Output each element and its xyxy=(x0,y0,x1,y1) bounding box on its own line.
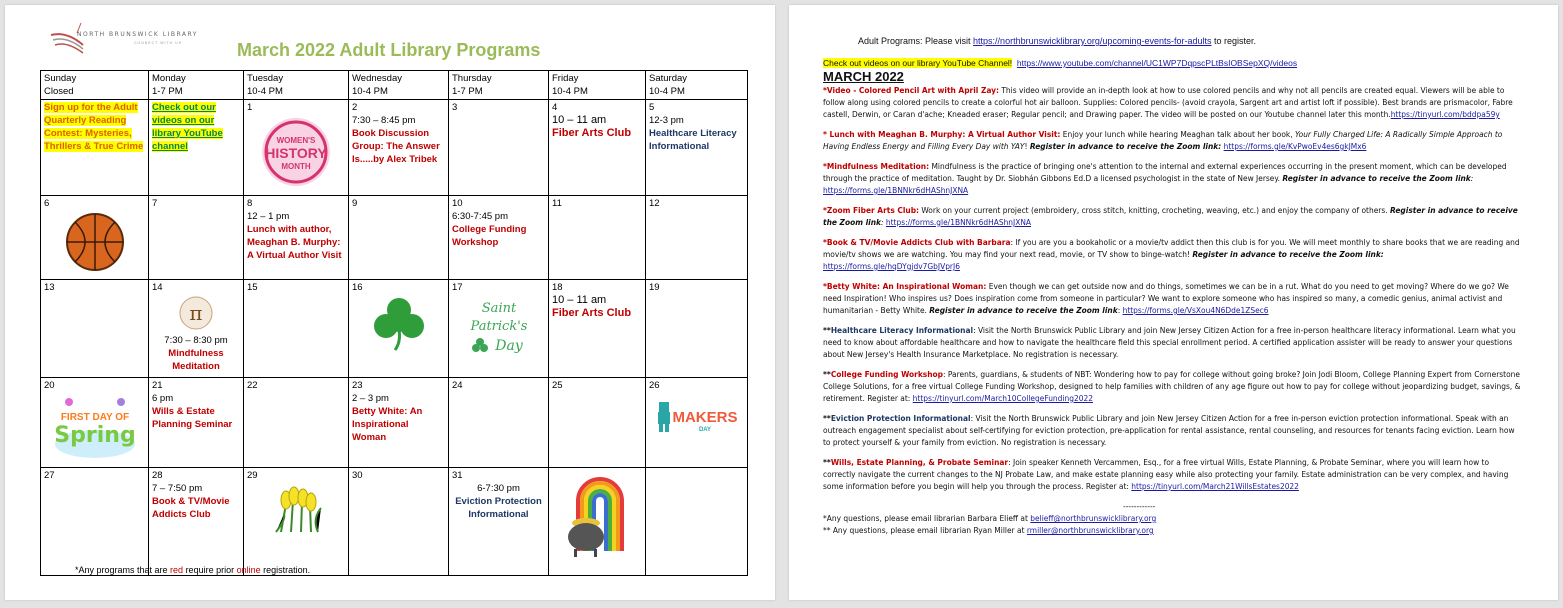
weekday-hours: Closed xyxy=(44,86,74,97)
registration-link[interactable]: https://tinyurl.com/bddpa59y xyxy=(1390,109,1500,119)
description-text: Register in advance to receive the Zoom link: xyxy=(1029,141,1222,151)
day-number: 12 xyxy=(649,198,660,209)
calendar-day-5 xyxy=(646,100,748,196)
svg-text:MAKERS: MAKERS xyxy=(671,409,738,426)
calendar-week xyxy=(41,280,748,378)
day-number: 4 xyxy=(552,102,558,113)
calendar-cell xyxy=(646,468,748,576)
event-title: Fiber Arts Club xyxy=(552,307,632,319)
weekday-name: Wednesday xyxy=(352,73,402,84)
header-wednesday xyxy=(349,71,449,100)
calendar-cell xyxy=(549,468,646,576)
library-logo xyxy=(49,19,199,59)
day-number: 6 xyxy=(44,198,50,209)
description-text: Register in advance to receive the Zoom link: xyxy=(1192,249,1384,259)
day-number: 19 xyxy=(649,282,660,293)
title-prefix: ** xyxy=(823,325,831,335)
program-description xyxy=(823,280,1523,316)
calendar-day-25 xyxy=(549,378,646,468)
calendar-week xyxy=(41,468,748,576)
basketball-icon xyxy=(44,212,145,276)
header-thursday xyxy=(449,71,549,100)
calendar-day-26 xyxy=(646,378,748,468)
day-number: 17 xyxy=(452,282,463,293)
calendar-day-12 xyxy=(646,196,748,280)
footnote-text: require prior xyxy=(183,565,237,575)
calendar-day-8 xyxy=(244,196,349,280)
program-description xyxy=(823,160,1523,196)
title-prefix: ** xyxy=(823,457,831,467)
description-text: : xyxy=(1470,173,1474,183)
separator: ------------ xyxy=(1123,501,1156,511)
calendar-day-18 xyxy=(549,280,646,378)
calendar-day-22 xyxy=(244,378,349,468)
title-prefix: ** xyxy=(823,369,831,379)
program-description xyxy=(823,128,1523,152)
day-number: 23 xyxy=(352,380,363,391)
weekday-name: Tuesday xyxy=(247,73,284,84)
day-number: 3 xyxy=(452,102,458,113)
intro-line xyxy=(858,35,1523,47)
program-title: Wills, Estate Planning, & Probate Seminar xyxy=(830,457,1009,467)
calendar-day-20 xyxy=(41,378,149,468)
description-text: Work on your current project (embroidery, cross stitch, knitting, crocheting, weaving, etc.) and enjoy the company of others. xyxy=(919,205,1391,215)
event-title: Healthcare Literacy Informational xyxy=(649,128,737,152)
pi-icon xyxy=(152,296,240,334)
description-text: : Parents, guardians, & students of NBT: Wondering how to pay for college without going broke? Join Jodi Bloom, College Planning Expert from Cornerstone College Solutions, for a free virtual College Funding Workshop, designed to help families with children of any age figure out how to pay for college without jeopardizing budget, savings, & retirement. Register at: xyxy=(823,369,1521,403)
calendar-day-1 xyxy=(244,100,349,196)
calendar-day-2 xyxy=(349,100,449,196)
day-number: 31 xyxy=(452,470,463,481)
description-text: Register in advance to receive the Zoom link xyxy=(823,205,1518,227)
day-number: 29 xyxy=(247,470,258,481)
calendar-cell xyxy=(149,100,244,196)
promo-text: Sign up for the Adult Quarterly Reading Contest: Mysteries, Thrillers & True Crime xyxy=(44,102,144,152)
event-time: 7 – 7:50 pm xyxy=(152,483,203,494)
calendar-day-29 xyxy=(244,468,349,576)
registration-link[interactable]: https://forms.gle/VsXou4N6Dde1ZSec6 xyxy=(1122,305,1269,315)
description-text: : Join speaker Kenneth Vercammen, Esq., for a free virtual Wills, Estate Planning, & Probate Seminar, where you will learn how to correctly navigate the current changes to the NJ Probate Law, and make estate planning easy while also protecting your family. Estate administration can be very complex, and having some information before you begin will help you through the process. Register at: xyxy=(823,457,1509,491)
day-number: 18 xyxy=(552,282,563,293)
svg-text:FIRST DAY OF: FIRST DAY OF xyxy=(60,412,129,423)
calendar-day-4 xyxy=(549,100,646,196)
calendar-day-30 xyxy=(349,468,449,576)
day-number: 21 xyxy=(152,380,163,391)
footnote-red: red xyxy=(170,565,184,575)
day-number: 20 xyxy=(44,380,55,391)
calendar-table xyxy=(40,70,748,576)
description-text: : Visit the North Brunswick Public Library and join New Jersey Citizen Action for a free in-person eviction protection informational. Speak with an outreach engagement specialist about self-certifying for eviction protection, pre-application for rental assistance, rental counseling, and resources for tenants facing eviction. Learn how to protect yourself & your family from eviction. No registration is necessary. xyxy=(823,413,1515,447)
contact-text: ** Any questions, please email librarian Ryan Miller at xyxy=(823,525,1027,535)
program-title: Eviction Protection Informational xyxy=(830,413,971,423)
header-sunday xyxy=(41,71,149,100)
program-description xyxy=(823,236,1523,272)
description-text: : If you are you a bookaholic or a movie/tv addict then this club is for you. We will meet monthly to share books that we are reading and movie/tv shows we are watching. You may find your next read, movie, or TV show to binge-watch! xyxy=(823,237,1520,259)
calendar-week xyxy=(41,196,748,280)
weekday-hours: 10-4 PM xyxy=(649,86,685,97)
header-monday xyxy=(149,71,244,100)
weekday-hours: 1-7 PM xyxy=(152,86,183,97)
event-title: Eviction Protection Informational xyxy=(455,496,542,520)
weekday-name: Sunday xyxy=(44,73,77,84)
day-number: 27 xyxy=(44,470,55,481)
weekday-name: Friday xyxy=(552,73,579,84)
open-book-icon xyxy=(49,21,89,57)
day-number: 8 xyxy=(247,198,253,209)
event-title: Book & TV/Movie Addicts Club xyxy=(152,496,230,520)
calendar-day-28 xyxy=(149,468,244,576)
program-details-page xyxy=(789,5,1558,600)
description-text: Even though we can get outside now and do things, sometimes we can be in a rut. What do you need to get moving? Where do we go? We need Inspiration! Who inspires us? Does inspiration come from someone in particular? We want to explore someone who has inspired so many, a comedic genius, animal activist and humanitarian - Betty White. xyxy=(823,281,1509,315)
program-title: Healthcare Literacy Informational xyxy=(830,325,974,335)
program-description xyxy=(823,456,1523,492)
program-title: *Mindfulness Meditation: xyxy=(823,161,930,171)
calendar-day-31 xyxy=(449,468,549,576)
calendar-day-7 xyxy=(149,196,244,280)
calendar-day-9 xyxy=(349,196,449,280)
calendar-day-15 xyxy=(244,280,349,378)
registration-link[interactable]: https://forms.gle/1BNNkr6dHAShnJXNA xyxy=(885,217,1032,227)
weekday-hours: 10-4 PM xyxy=(552,86,588,97)
calendar-day-21 xyxy=(149,378,244,468)
registration-footnote xyxy=(75,565,310,575)
registration-link[interactable]: https://tinyurl.com/March21WillsEstates2022 xyxy=(1131,481,1299,491)
program-title: *Betty White: An Inspirational Woman: xyxy=(823,281,987,291)
event-time: 2 – 3 pm xyxy=(352,393,389,404)
page-title: March 2022 Adult Library Programs xyxy=(237,40,541,60)
day-number: 28 xyxy=(152,470,163,481)
event-time: 6-7:30 pm xyxy=(477,483,520,494)
program-description xyxy=(823,84,1523,120)
weekday-name: Thursday xyxy=(452,73,492,84)
event-time: 12 – 1 pm xyxy=(247,211,290,222)
events-link[interactable]: https://northbrunswicklibrary.org/upcoming-events-for-adults xyxy=(973,36,1212,46)
event-title: Lunch with author, Meaghan B. Murphy: A Virtual Author Visit xyxy=(247,224,342,261)
contact-line xyxy=(823,512,1523,524)
shamrock-icon xyxy=(352,296,445,356)
title-prefix: ** xyxy=(823,413,831,423)
day-number: 14 xyxy=(152,282,163,293)
day-number: 10 xyxy=(452,198,463,209)
day-number: 25 xyxy=(552,380,563,391)
registration-link[interactable]: https://tinyurl.com/March10CollegeFunding2022 xyxy=(912,393,1093,403)
event-title: Wills & Estate Planning Seminar xyxy=(152,406,233,430)
month-heading: MARCH 2022 xyxy=(823,69,904,84)
svg-text:DAY: DAY xyxy=(698,427,711,433)
header-tuesday xyxy=(244,71,349,100)
calendar-week xyxy=(41,100,748,196)
calendar-day-17 xyxy=(449,280,549,378)
day-number: 15 xyxy=(247,282,258,293)
program-title: *Video - Colored Pencil Art with April Zay: xyxy=(823,85,999,95)
svg-text:WOMEN'S: WOMEN'S xyxy=(276,136,316,145)
description-text: Register in advance to receive the Zoom link xyxy=(1282,173,1471,183)
event-title: Fiber Arts Club xyxy=(552,127,632,139)
intro-text: Adult Programs: Please visit xyxy=(858,36,974,46)
description-text: This video will provide an in-depth look at how to use colored pencils and why not all pencils are created equal. Viewers will be able to follow along using colored pencils to create a colorful hot air balloon. Supplies: Colored pencils- (avoid crayola, Sargent art and artist loft if possible). Best brands are prismacolor, Fabre castell, Derwin, or Caran d'ache; Kneaded eraser; Regular pencil; and Drawing paper. The video will be posted on our Youtube channel later this month. xyxy=(823,85,1513,119)
header-saturday xyxy=(646,71,748,100)
email-link[interactable]: rmiller@northbrunswicklibrary.org xyxy=(1026,525,1154,535)
rainbow-icon xyxy=(552,471,642,561)
svg-text:HISTORY: HISTORY xyxy=(265,145,327,161)
calendar-day-24 xyxy=(449,378,549,468)
weekday-hours: 10-4 PM xyxy=(352,86,388,97)
calendar-day-27 xyxy=(41,468,149,576)
calendar-day-3 xyxy=(449,100,549,196)
weekday-name: Saturday xyxy=(649,73,688,84)
calendar-page xyxy=(5,5,775,600)
day-number: 2 xyxy=(352,102,358,113)
event-title: Book Discussion Group: The Answer Is.....by Alex Tribek xyxy=(352,128,440,165)
day-number: 26 xyxy=(649,380,660,391)
spring-icon xyxy=(44,394,145,466)
description-text: : xyxy=(880,217,886,227)
event-time: 6 pm xyxy=(152,393,174,404)
weekday-hours: 10-4 PM xyxy=(247,86,283,97)
st-patricks-icon xyxy=(452,296,545,362)
day-number: 30 xyxy=(352,470,363,481)
day-number: 1 xyxy=(247,102,253,113)
contact-line xyxy=(823,524,1523,536)
program-description xyxy=(823,412,1523,448)
contact-text: *Any questions, please email librarian Barbara Elieff at xyxy=(823,513,1031,523)
calendar-day-16 xyxy=(349,280,449,378)
footnote-text: registration. xyxy=(260,565,311,575)
calendar-cell xyxy=(41,100,149,196)
header-friday xyxy=(549,71,646,100)
svg-text:Day: Day xyxy=(494,338,523,354)
program-description xyxy=(823,368,1523,404)
description-text: Enjoy your lunch while hearing Meaghan talk about her book, xyxy=(1060,129,1295,139)
event-time: 7:30 – 8:30 pm xyxy=(164,335,228,346)
registration-link[interactable]: https://forms.gle/1BNNkr6dHAShnJXNA xyxy=(823,185,969,195)
event-title: College Funding Workshop xyxy=(452,224,527,248)
program-title: * Lunch with Meaghan B. Murphy: A Virtual Author Visit: xyxy=(823,129,1061,139)
calendar-day-6 xyxy=(41,196,149,280)
day-number: 13 xyxy=(44,282,55,293)
day-number: 9 xyxy=(352,198,358,209)
promo-text[interactable]: Check out our videos on our library YouTube channel xyxy=(152,102,223,152)
description-text: Register in advance to receive the Zoom link xyxy=(929,305,1118,315)
registration-link[interactable]: https://forms.gle/KvPwoEv4es6gkJMx6 xyxy=(1223,141,1367,151)
calendar-day-11 xyxy=(549,196,646,280)
email-link[interactable]: belieff@northbrunswicklibrary.org xyxy=(1030,513,1157,523)
logo-text: NORTH BRUNSWICK LIBRARY xyxy=(77,31,198,38)
calendar-day-23 xyxy=(349,378,449,468)
program-title: College Funding Workshop xyxy=(830,369,944,379)
event-time: 7:30 – 8:45 pm xyxy=(352,115,416,126)
program-title: *Zoom Fiber Arts Club: xyxy=(823,205,920,215)
day-number: 24 xyxy=(452,380,463,391)
event-time: 10 – 11 am xyxy=(552,114,607,126)
svg-text:π: π xyxy=(189,301,203,325)
crocus-icon xyxy=(247,484,345,538)
description-text: Your Fully Charged Life: A Radically Simple Approach to Having Endless Energy and Filling Every Day with YAY xyxy=(823,129,1503,151)
event-time: 12-3 pm xyxy=(649,115,684,126)
youtube-link[interactable]: https://www.youtube.com/channel/UC1WP7DqpscPLtBsIOBSepXQ/videos xyxy=(1016,58,1298,68)
program-description xyxy=(823,204,1523,228)
weekday-name: Monday xyxy=(152,73,186,84)
logo-tagline: CONNECT WITH US xyxy=(134,41,182,45)
footnote-online: online xyxy=(236,565,261,575)
youtube-line xyxy=(823,57,1523,69)
intro-text: to register. xyxy=(1211,36,1257,46)
calendar-day-14 xyxy=(149,280,244,378)
womens-history-icon xyxy=(247,116,345,192)
makers-icon xyxy=(649,394,744,438)
description-text: : xyxy=(1117,305,1123,315)
day-number: 16 xyxy=(352,282,363,293)
event-time: 10 – 11 am xyxy=(552,294,607,306)
svg-text:Saint: Saint xyxy=(481,301,516,316)
description-text: ! xyxy=(1024,141,1030,151)
calendar-day-10 xyxy=(449,196,549,280)
description-text: Mindfulness is the practice of bringing one's attention to the internal and external experiences occurring in the present moment, which can be developed through the practice of meditation. Taught by Dr. Siobhán Gibbons Ed.D a licensed psychologist in the state of New Jersey. xyxy=(823,161,1507,183)
day-number: 22 xyxy=(247,380,258,391)
program-description xyxy=(823,324,1523,360)
calendar-day-19 xyxy=(646,280,748,378)
youtube-label: Check out videos on our library YouTube Channel! xyxy=(823,58,1013,68)
day-number: 5 xyxy=(649,102,655,113)
day-number: 7 xyxy=(152,198,158,209)
registration-link[interactable]: https://forms.gle/hqDYgjdv7GbJVprJ6 xyxy=(823,261,960,271)
weekday-hours: 1-7 PM xyxy=(452,86,483,97)
day-number: 11 xyxy=(552,198,562,209)
calendar-week xyxy=(41,378,748,468)
footnote-text: *Any programs that are xyxy=(75,565,171,575)
svg-text:Spring: Spring xyxy=(53,423,136,448)
event-time: 6:30-7:45 pm xyxy=(452,211,508,222)
description-text: : Visit the North Brunswick Public Library and join New Jersey Citizen Action for a free in-person healthcare literacy informational. Learn what you need to know about affordable healthcare and how to navigate the healthcare field this special enrollment period. A certified application assister will be ready to answer your questions about New Jersey's Health Insurance Marketplace. No registration is necessary. xyxy=(823,325,1516,359)
calendar-day-13 xyxy=(41,280,149,378)
event-title: Betty White: An Inspirational Woman xyxy=(352,406,423,443)
svg-text:MONTH: MONTH xyxy=(281,162,311,171)
program-title: *Book & TV/Movie Addicts Club with Barbara xyxy=(823,237,1011,247)
event-title: Mindfulness Meditation xyxy=(168,348,224,372)
svg-text:Patrick's: Patrick's xyxy=(470,319,527,334)
